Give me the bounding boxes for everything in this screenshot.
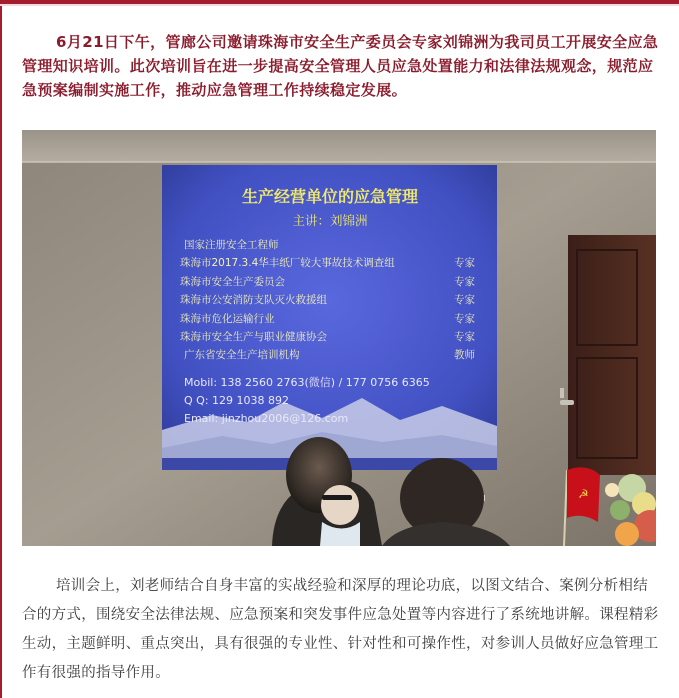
slide-email: Email: jinzhou2006@126.com xyxy=(184,412,349,425)
slide-credential-org: 珠海市公安消防支队灭火救援组 xyxy=(180,294,327,306)
body-paragraph: 培训会上，刘老师结合自身丰富的实战经验和深厚的理论功底，以图文结合、案例分析相结合的方式，围绕安全法律法规、应急预案和突发事件应急处置等内容进行了系统地讲解。课程精彩生动，主题鲜明、重点突出，具有很强的专业性、针对性和可操作性，对参训人员做好应急管理工作有很强的指导作用。 xyxy=(22,578,659,681)
slide-credential-org: 国家注册安全工程师 xyxy=(184,239,279,251)
slide-credential-role: 专家 xyxy=(454,313,475,325)
intro-paragraph: 6月21日下午，管廊公司邀请珠海市安全生产委员会专家刘锦洲为我司员工开展安全应急管理知识培训。此次培训旨在进一步提高安全管理人员应急处置能力和法律法规观念，规范应急预案编制实施工作，推动应急管理工作持续稳定发展。 xyxy=(22,33,659,99)
left-accent-rule xyxy=(0,6,2,698)
projection-screen xyxy=(162,165,497,470)
svg-text:☭: ☭ xyxy=(578,487,589,501)
slide-credential-org: 珠海市2017.3.4华丰纸厂较大事故技术调查组 xyxy=(180,257,395,269)
door-handle xyxy=(560,400,574,405)
slide-title: 生产经营单位的应急管理 xyxy=(241,187,419,206)
slide-credential-org: 珠海市安全生产委员会 xyxy=(180,276,285,288)
slide-credential-org: 珠海市安全生产与职业健康协会 xyxy=(180,331,327,343)
slide-credential-org: 珠海市危化运输行业 xyxy=(180,313,275,325)
slide-speaker: 主讲：刘锦洲 xyxy=(292,213,368,228)
slide-credential-role: 专家 xyxy=(454,331,475,343)
slide-credential-role: 教师 xyxy=(454,349,475,361)
top-accent-rule-pale xyxy=(0,4,679,6)
slide-credential-role: 专家 xyxy=(454,276,475,288)
slide-credential-role: 专家 xyxy=(454,294,475,306)
training-photo xyxy=(22,130,656,546)
ceiling xyxy=(22,130,656,162)
slide-qq: Q Q: 129 1038 892 xyxy=(184,394,289,407)
slide-credential-role: 专家 xyxy=(454,257,475,269)
slide-credential-org: 广东省安全生产培训机构 xyxy=(184,349,300,361)
wooden-door xyxy=(568,235,656,475)
slide-mobile: Mobil: 138 2560 2763(微信) / 177 0756 6365 xyxy=(184,376,430,389)
